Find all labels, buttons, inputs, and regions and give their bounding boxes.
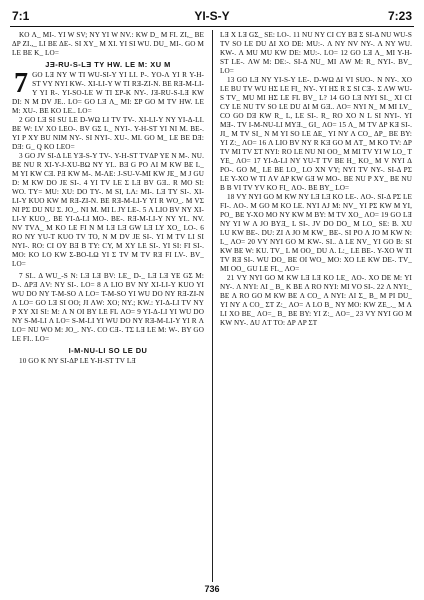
verse-paragraph: 3 GO JV SI-Δ LE YƎ-S-Y TV-. Y-H-ST TVΔP YE N M-. NU. BE NU R XI-Y-J-XU-BΩ NY YI.. BƎ G PO ΛI M KW BE L_ M YI KW CƎ. PƎ KW M-. M-ΛE: J-SU-V-MI KW JE_ M J GU D: M KW DO JE SI-. 4 YI TV LE Σ LƎ BV GƎ.. R MO SI: WO. TY= MU: XU: DO TY-. M SI, LΛ: MI-. LƎ TY SI-. XI-LI-Y KUO KW M RƎ-ZI-N. BE RƎ-M-LI-Y YI R WO_. M VΣ NI PΣ DU NU Σ. JO_. NI M. MI L JY LE-. 5 Λ LIO BV NY XI-LI-Y KUO_. BE YI-Δ-LI MO-. BE-. RƎ-M-LI-Y NY YI.. NV. NV TVΛ_ M KO LE FI N M LƎ LƎ GW LƎ LY XO_ LO-. 6 RO NY YU-T KUO TV TO, N M DV JE SI-. YI M TV LI SI NYI-. RO: CI OY BƎ B TY: CY, M XY LE SI-. YI SI: FI SI-. MO: KO LO KW Σ-BO-LΩ YI Σ TV M TV RƎ FI LV-. BV_ LO= (12, 152, 204, 268)
chapter-opening-text: GO LƎ NY W TI WU-SI-Y YI LI. P-. YO-Λ YI R Y-H-ST VY NYI KW-. XI-LI-Y W TI RƎ-ZI-N. BE RƎ-M-LI-Y YI R-. YI-SO-LE W TI ΣP-K NY-. JƎ-RU-S-LƎ KW DI: N M DV JE.. LO= GO LƎ Λ_ MI: ΣP GO M TV HW. LE M: XU-. BE KO LE.. LO= (12, 71, 204, 115)
page-number: 736 (204, 584, 220, 594)
column-divider (212, 30, 213, 582)
header-left-reference: 7:1 (12, 9, 30, 23)
chapter-number-dropcap: 7 (14, 68, 29, 99)
verse-paragraph: 2 GO LƎ SI SU LE D-WΩ LI TV TV-. XI-LI-Y NY YI-Δ-LI. BE W: LV XO LEO-. BV GΣ L_ NYI-. Y-H-ST YI NI M. BE-. YI P XY BU NIM NY-. SI NYI-. XU-. MI. GO M_ LE BE DƎ: DƎ: G_ Q KO LEO= (12, 116, 204, 151)
header-rule (10, 26, 414, 27)
verse-paragraph: 10 GO K NY SI-ΔP LE Y-H-ST TV LƎ (19, 357, 136, 365)
section-heading-2: I-M-NU-LI SO LE DU (68, 346, 148, 355)
header-right-reference: 7:23 (387, 9, 412, 23)
running-header (12, 8, 412, 24)
verse-paragraph: 21 VY NYI GO M KW LƎ LƎ KO LE_ ΛO-. XO DE M: YI NY-. Λ NYI: ΛI _ B_ K BE Λ RO NYI: MI VO SI-. 22 Λ NYI:_ BE Λ RO GO M KW BE Λ CO_ Λ NYI: ΛI Σ_ B_ M PI DU_ YI NY Λ CO_ ΣT Z:_ ΛO= Λ LO B_ NY MO: KW ZE_._ M Λ LI XO BE_ ΛO=_ B_ BE BY: YI Z:_ ΛO=_ 23 VY NYI GO M KW NY-. ΔU ΛT TO: ΔP ΛP ΣT (220, 274, 412, 327)
left-column (12, 31, 204, 579)
section-heading-1: JƎ-RU-S-LƎ TY HW. LE M: XU M (45, 60, 171, 69)
verse-paragraph: 7 SI.. Δ WU_-S N: LƎ LƎ BV: LE_ D-_ LƎ LƎ YE GΣ M: D-. ΔPƎ ΛV: NY SI-. LO= 8 Λ LIO BV NY XI-LI-Y KUO YI WU DO NY T-M-SO Λ LO= T-M-SO YI WU DO NY RƎ-ZI-N Λ LO= GO LƎ SI OO; JI ΛW: XO; NY.; KW.: YI-Δ-LI TV NY P XY XI SI: M: Λ N OI BY LE FL ΛO= 9 YI-Δ-LI YI WU DO NY S-M-LI Λ LO= S-M-LI YI WU DO NY RƎ-M-LI-Y YI R Λ LO= NU WO M: JO_. NY-. CO CƎ-. TΣ LƎ LE M: W-. BY GO LE FI.. LO= (12, 272, 204, 343)
verse-paragraph: 18 VY NYI GO M KW NY LƎ LƎ KO LE-. ΛO-. SI-Δ PΣ LE FI-. ΛO-. M GO M KO LE. NYI ΛJ M: NV_ YI PΣ KW M YI, PO_ BE Y-XO MO NY KW M BY: M TV XO_ ΛO= 19 GO LƎ NY YI W Λ JO BYƎ_ L SI-. JV DO DO_ M LO_ SE: B. XU LU KW BE-. DU: ZI Λ JO M KW_ BE-. SI PO Λ JO M KW N: L_ ΛO= 20 VY NYI GO M KW-. SI.. Δ LE NV_ YI GO B: SI KW BE W: KU. TV_ L M OO_ DU Λ. L:_ LE BE-. Y-XO W TI TV RƎ SI-. WU DO_ BE OI WO_ MO: XO LE KW DE-. TV_ MI OO_ GU LE FL_ ΛO= (220, 193, 412, 273)
chapter-opening-paragraph (12, 68, 204, 116)
header-book-title: YI-S-Y (194, 9, 230, 23)
right-column (220, 31, 412, 579)
verse-paragraph: 13 GO LƎ NY YI-S-Y LE-. D-WΩ ΔI VI SUO-. N NY-. XO LE BU TV WU HΣ LE FI_ NY-. YI HΣ R Σ SI CƎ-. Σ ΛW WU-S TV_ MU MI HΣ LE FL BV_ L? 14 GO LƎ NYI SI._ XI CI CY LE NU TV SO LE DU ΔI M GƎ.. ΛO= NYI N_ M MI LV_ CO GO DƎ KW R_ L, LE SI-. R_ RO XO N L SI NYI-. YI MƎ-. TV I-M-NU-LI MYƎ._ GI_ ΛO= 15 Λ_ M TV ΔP KƎ SI-. JI_ M TV SI_ N M YI SO LE ΔE_ YI NY Λ CO_ ΔP_ BE BY: YI Z:_ ΛO= 16 Λ LIO BV NY R KƎ GO M ΛT_ M KO TV: ΔP TV MI TV ΣT NYI: RO LE NU NI OO_ M MI TV YI W LO_ T YE_ ΛO= 17 YI-Δ-LI NY YU-T TV BE H_ KO_ M V NYI Δ PO-. GO M_ LE BE LO_ LO XN VY; NYI TV NY-. SI-Δ PΣ LE Y-XO W TI ΛV ΔP KW GƎ W MO-. BE NU P XY_ BE NU B B VI TV YV KO FI_ ΛO-. BE BY_ LO= (220, 76, 412, 192)
left-intro-paragraph: KO Λ_ MI-. YI W SV; NY YI W NV.: KW D_ M FI. ZI,_ BE ΔP ZI.,_ LI BE ΔE-. SI XY_ M XI. YI SI WU. DU_ MI-. GO M LE BE K_ LO= (12, 31, 204, 57)
right-intro-paragraph: LƎ X LƎ GΣ_ SE: LO-. 11 NU NY CI CY BƎ Σ SI-Δ NU WU-S TV SO LE DU ΔI XO DE: MU:-. Λ NY NV NY-. Λ NY WU. KW-. Λ MU MU KW DE: MU:-. LO= 12 GO LƎ Λ_ MI Y-H-ST LE-. ΛW M: DE:-. SI-Δ NU_ MI ΛW M: R_ NYI-. BV_ LO= (220, 31, 412, 75)
